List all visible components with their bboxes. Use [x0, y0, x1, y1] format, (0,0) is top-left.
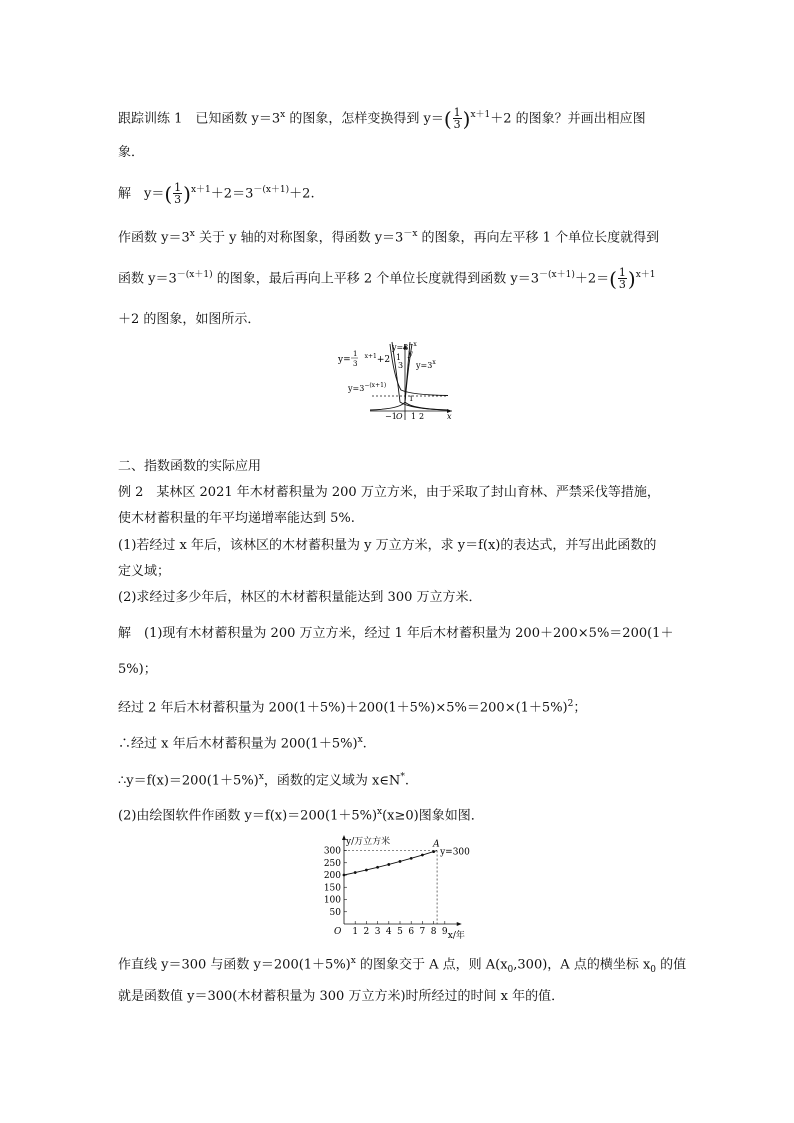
- solution-line-5: $\therefore y=f(x)=200(1+5\%)^x$，函数的定义域为 x∈N*.: [118, 772, 409, 789]
- data-point: [399, 860, 402, 863]
- tick-neg-1: −1: [385, 412, 397, 421]
- y-tick-label: 100: [323, 895, 341, 906]
- conclusion-line-2: 就是函数值 y＝300(木材蓄积量为 300 万立方米)时所经过的时间 x 年的值．: [118, 989, 565, 1004]
- tick-2: 2: [419, 412, 425, 421]
- x-tick-label: 9: [441, 927, 448, 937]
- x-axis-label: x: [447, 412, 452, 421]
- x-tick-label: 5: [397, 927, 403, 937]
- fraction: $\frac{1}{3}$: [453, 106, 461, 132]
- solution-formula-line: 解 y＝( $\frac{1}{3}$ )$^{x+1}+2=3^{-(x+1)}+2$.: [118, 181, 315, 207]
- label-curve-3-neg-x-plus-1: $y=3^{-(x+1)}$: [348, 382, 387, 393]
- label-fraction-3-mid: 3: [398, 361, 404, 370]
- label-fraction-num: 1: [353, 350, 358, 358]
- example-line-1: 例 2 某林区 2021 年木材蓄积量为 200 万立方米，由于采取了封山育林、严禁采伐等措施，: [118, 485, 660, 500]
- data-point: [387, 863, 390, 866]
- solution-text-line-3: ＋2 的图象，如图所示．: [118, 312, 261, 327]
- fraction: $\frac{1}{3}$: [618, 266, 626, 292]
- label-curve-3-x: $y=3^x$: [416, 359, 436, 370]
- x-tick-label: 3: [374, 927, 381, 937]
- y-axis-label: y: [408, 349, 413, 358]
- example-line-5: (2)求经过多少年后，林区的木材蓄积量能达到 300 万立方米．: [118, 590, 482, 605]
- data-point: [354, 871, 357, 874]
- x-axis-arrow: [457, 922, 462, 926]
- x-tick-label: 1: [352, 927, 359, 937]
- example-line-3: (1)若经过 x 年后，该林区的木材蓄积量为 y 万立方米，求 y＝f(x)的表达式，并写出此函数的: [118, 538, 657, 553]
- exercise-question-line-1: 跟踪训练 1 已知函数 $y=3^x$ 的图象，怎样变换得到 y＝( $\frac{1}{3}$ )$^{x+1}$＋2 的图象？并画出相应图: [118, 106, 646, 132]
- y-tick-label: 250: [323, 858, 341, 869]
- x-tick-label: 2: [363, 927, 370, 937]
- data-point: [432, 850, 435, 853]
- x-tick-label: 4: [385, 927, 392, 937]
- point-a-label: A: [433, 839, 440, 850]
- data-point: [410, 857, 413, 860]
- hline-label: y=300: [440, 847, 470, 858]
- solution-line-6: (2)由绘图软件作函数 $y=f(x)=200(1+5\%)^x(x\ge 0)$图象如图．: [118, 807, 484, 824]
- x-tick-label: 6: [408, 927, 415, 937]
- origin-label: O: [396, 412, 403, 421]
- solution-line-2: 5%)；: [118, 662, 157, 677]
- y-tick-label: 200: [323, 871, 341, 881]
- solution-text-line-1: 作函数 $y=3^x$ 关于 y 轴的对称图象，得函数 $y=3^{-x}$ 的图象，再向左平移 1 个单位长度就得到: [118, 229, 660, 246]
- solution-text-line-2: 函数 $y=3^{-(x+1)}$ 的图象，最后再向上平移 2 个单位长度就得到函数 $y=3^{-(x+1)}+2=$( $\frac{1}{3}$ )$^{x+1}$: [118, 266, 656, 292]
- label-point-1: 1: [409, 395, 414, 403]
- data-point: [421, 854, 424, 857]
- tick-1: 1: [411, 412, 417, 421]
- fraction: $\frac{1}{3}$: [174, 181, 182, 207]
- solution-line-1: 解 (1)现有木材蓄积量为 200 万立方米，经过 1 年后木材蓄积量为 200＋200×5%＝200(1＋: [118, 626, 674, 641]
- label-fraction-den: 3: [353, 360, 358, 368]
- y-axis-label: y/万立方米: [346, 837, 391, 847]
- data-point: [365, 869, 368, 872]
- solution-line-4: ∴经过 x 年后木材蓄积量为 $200(1+5\%)^x$.: [118, 735, 367, 752]
- section-heading: 二、指数函数的实际应用: [118, 459, 262, 474]
- growth-chart: [318, 834, 480, 940]
- x-tick-label: 8: [430, 927, 437, 937]
- x-tick-label: 7: [419, 927, 426, 937]
- y-tick-label: 300: [323, 846, 341, 857]
- function-graph-figure: [330, 338, 462, 422]
- origin-label: O: [334, 927, 342, 937]
- conclusion-line-1: 作直线 y＝300 与函数 $y=200(1+5\%)^x$ 的图象交于 A 点，则 $A(x_0,300)$，A 点的横坐标 $x_0$ 的值: [118, 956, 687, 975]
- y-tick-label: 150: [323, 883, 341, 894]
- solution-line-3: 经过 2 年后木材蓄积量为 $200(1+5\%)+200(1+5\%)\times 5\%=200\times(1+5\%)^2$；: [118, 699, 587, 716]
- exercise-question-line-2: 象．: [118, 145, 145, 160]
- data-point: [376, 866, 379, 869]
- example-line-4: 定义域；: [118, 564, 171, 579]
- y-tick-label: 50: [329, 907, 341, 918]
- example-line-2: 使木材蓄积量的年平均递增率能达到 5%.: [118, 511, 355, 526]
- x-axis-label: x/年: [447, 931, 465, 940]
- label-curve-3-neg-x: $y=3^{-x}$: [392, 341, 417, 352]
- label-translated-curve: y= $^{x+1}$+2: [338, 353, 391, 365]
- label-fraction-1-mid: 1: [396, 353, 402, 362]
- data-point: [343, 874, 346, 877]
